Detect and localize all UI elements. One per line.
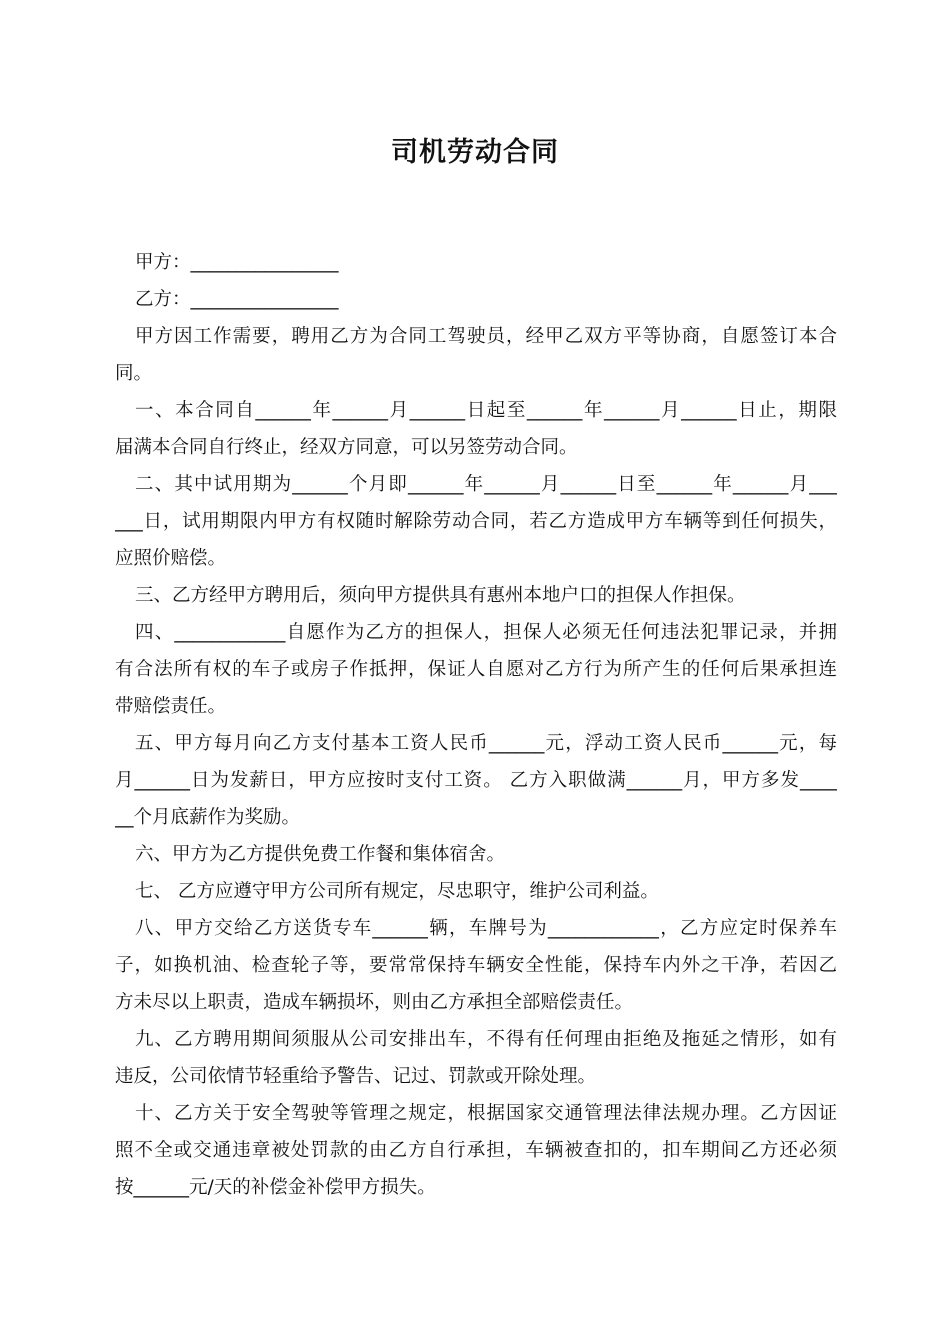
clause-10-line-1: 十、乙方关于安全驾驶等管理之规定，根据国家交通管理法律法规办理。乙方因证	[135, 1103, 837, 1124]
clause-7-line-1: 七、 乙方应遵守甲方公司所有规定，尽忠职守，维护公司利益。	[135, 881, 659, 902]
clause-4-line-2: 有合法所有权的车子或房子作抵押，保证人自愿对乙方行为所产生的任何后果承担连	[115, 659, 837, 680]
clause-5-line-1: 五、甲方每月向乙方支付基本工资人民币______元，浮动工资人民币______元，每	[135, 733, 837, 754]
clause-5-line-3: __个月底薪作为奖励。	[115, 807, 301, 828]
document-title: 司机劳动合同	[391, 137, 559, 168]
clause-10-line-3: 按______元/天的补偿金补偿甲方损失。	[115, 1177, 436, 1198]
clause-6-line-1: 六、甲方为乙方提供免费工作餐和集体宿舍。	[135, 844, 506, 865]
clause-1-line-1: 一、本合同自______年______月______日起至______年______月______日止，期限	[135, 400, 837, 421]
clause-4-line-3: 带赔偿责任。	[115, 696, 227, 717]
clause-2-line-3: 应照价赔偿。	[115, 548, 227, 569]
clause-4-line-1: 四、____________自愿作为乙方的担保人，担保人必须无任何违法犯罪记录，并拥	[135, 622, 837, 643]
intro-line-1: 甲方因工作需要，聘用乙方为合同工驾驶员，经甲乙双方平等协商，自愿签订本合	[135, 326, 837, 347]
clause-8-line-3: 方未尽以上职责，造成车辆损坏，则由乙方承担全部赔偿责任。	[115, 992, 634, 1013]
clause-2-line-2: ___日，试用期限内甲方有权随时解除劳动合同，若乙方造成甲方车辆等到任何损失，	[115, 511, 837, 532]
clause-3-line-1: 三、乙方经甲方聘用后，须向甲方提供具有惠州本地户口的担保人作担保。	[135, 585, 746, 606]
clause-10-line-2: 照不全或交通违章被处罚款的由乙方自行承担，车辆被查扣的，扣车期间乙方还必须	[115, 1140, 837, 1161]
contract-body	[115, 244, 837, 1206]
clause-9-line-2: 违反，公司依情节轻重给予警告、记过、罚款或开除处理。	[115, 1066, 597, 1087]
clause-9-line-1: 九、乙方聘用期间须服从公司安排出车，不得有任何理由拒绝及拖延之情形，如有	[135, 1029, 837, 1050]
intro-line-2: 同。	[115, 363, 153, 384]
clause-8-line-2: 子，如换机油、检查轮子等，要常常保持车辆安全性能，保持车内外之干净，若因乙	[115, 955, 837, 976]
clause-5-line-2: 月______日为发薪日，甲方应按时支付工资。 乙方入职做满______月，甲方多发____	[115, 770, 837, 791]
party-a-line: 甲方：________________	[135, 252, 339, 273]
clause-2-line-1: 二、其中试用期为______个月即______年______月______日至______年______月___	[135, 474, 837, 495]
party-b-line: 乙方：________________	[135, 289, 339, 310]
clause-1-line-2: 届满本合同自行终止，经双方同意，可以另签劳动合同。	[115, 437, 578, 458]
clause-8-line-1: 八、甲方交给乙方送货专车______辆，车牌号为____________，乙方应定时保养车	[135, 918, 837, 939]
